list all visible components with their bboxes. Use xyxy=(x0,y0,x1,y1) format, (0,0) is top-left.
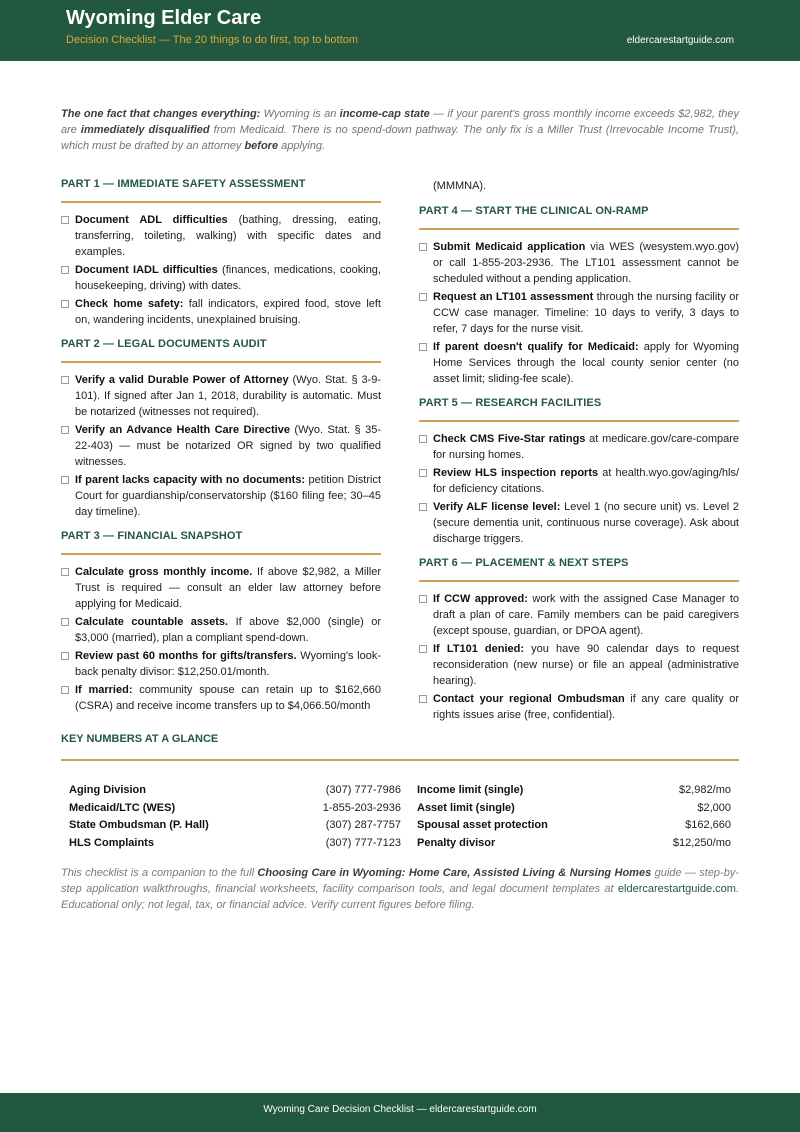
footnote-text: . Educational only; not legal, tax, or financial advice. Verify current figures before filing. xyxy=(61,883,739,911)
item-text: if any care quality or rights issues arise (free, confidential). xyxy=(433,693,739,721)
item-text: (finances, medications, cooking, housekeeping, driving) with dates. xyxy=(75,264,381,292)
table-row xyxy=(69,817,401,835)
checklist-item xyxy=(419,641,739,689)
checkbox-icon[interactable] xyxy=(419,503,427,511)
intro-emphasis: immediately disqualified xyxy=(80,124,210,136)
footnote-text: guide — step-by-step application walkthroughs, financial worksheets, facility comparison tools, and legal document templates at xyxy=(61,867,739,895)
checkbox-icon[interactable] xyxy=(61,686,69,694)
footer-text: Wyoming Care Decision Checklist — eldercarestartguide.com xyxy=(263,1104,537,1115)
continued-text: (MMMNA). xyxy=(433,180,487,192)
figures-table xyxy=(417,782,731,853)
checklist-item xyxy=(419,339,739,387)
checklist-item xyxy=(61,422,381,470)
item-label: If parent doesn't qualify for Medicaid: xyxy=(433,341,639,353)
row-value: 1-855-203-2936 xyxy=(322,801,401,814)
checklist-item xyxy=(61,212,381,260)
checkbox-icon[interactable] xyxy=(419,293,427,301)
checkbox-icon[interactable] xyxy=(419,595,427,603)
footnote xyxy=(61,865,739,913)
checklist-item xyxy=(61,296,381,328)
checkbox-icon[interactable] xyxy=(61,300,69,308)
row-value: $2,000 xyxy=(697,801,731,814)
checklist-item xyxy=(419,289,739,337)
item-text: (Wyo. Stat. § 3-9-101). If signed after Jan 1, 2018, durability is automatic. Must be notarized (witnesses not required). xyxy=(75,374,382,418)
item-label: Submit Medicaid application xyxy=(433,241,586,253)
intro-lead: The one fact that changes everything: xyxy=(61,108,261,120)
header-site-url: eldercarestartguide.com xyxy=(626,35,734,46)
part-2-checklist xyxy=(61,372,381,520)
key-numbers-title: KEY NUMBERS AT A GLANCE xyxy=(61,732,739,761)
checklist-item xyxy=(61,648,381,680)
checkbox-icon[interactable] xyxy=(61,266,69,274)
item-text: If above $2,982, a Miller Trust is required — consult an elder law attorney before applying for Medicaid. xyxy=(75,566,381,610)
intro-callout xyxy=(61,106,739,154)
table-row xyxy=(417,782,731,800)
table-row xyxy=(417,817,731,835)
guide-link[interactable]: eldercarestartguide.com xyxy=(617,883,736,895)
item-text: community spouse can retain up to $162,660 (CSRA) and receive income transfers up to $4,066.50/month xyxy=(75,684,381,712)
item-text: work with the assigned Case Manager to draft a plan of care. Family members can be paid caregivers (except spouse, guardian, or DPOA agent). xyxy=(433,593,739,637)
row-label: HLS Complaints xyxy=(69,837,154,850)
checklist-item xyxy=(419,691,739,723)
checkbox-icon[interactable] xyxy=(61,618,69,626)
checklist-item xyxy=(61,472,381,520)
part-5-checklist xyxy=(419,431,739,547)
intro-text: from Medicaid. There is no spend-down pathway. The only fix is a Miller Trust (Irrevocable Income Trust), which must be drafted by an attorney xyxy=(61,124,739,152)
contacts-table xyxy=(69,782,401,853)
part-1-checklist xyxy=(61,212,381,328)
checkbox-icon[interactable] xyxy=(61,376,69,384)
row-value: $2,982/mo xyxy=(679,784,731,796)
item-label: Calculate gross monthly income. xyxy=(75,566,253,578)
item-text: petition District Court for guardianship/conservatorship ($160 filing fee; 30–45 day timeline). xyxy=(75,474,381,518)
item-text: at health.wyo.gov/aging/hls/ for deficiency citations. xyxy=(433,467,740,495)
part-5-title: PART 5 — RESEARCH FACILITIES xyxy=(419,396,739,422)
row-label: State Ombudsman (P. Hall) xyxy=(69,819,209,832)
part-2-title: PART 2 — LEGAL DOCUMENTS AUDIT xyxy=(61,337,381,363)
footnote-text: This checklist is a companion to the full xyxy=(61,867,258,879)
table-row xyxy=(69,835,401,853)
row-label: Income limit (single) xyxy=(417,784,524,796)
item-label: Verify ALF license level: xyxy=(433,501,561,513)
item-text: via WES (wesystem.wyo.gov) or call 1-855-203-2936. The LT101 assessment cannot be scheduled without a pending application. xyxy=(433,241,739,285)
part-6-title: PART 6 — PLACEMENT & NEXT STEPS xyxy=(419,556,739,582)
checklist-item xyxy=(419,499,739,547)
row-value: (307) 287-7757 xyxy=(325,819,401,832)
part-3-title: PART 3 — FINANCIAL SNAPSHOT xyxy=(61,529,381,555)
row-value: $162,660 xyxy=(685,819,731,832)
checkbox-icon[interactable] xyxy=(61,216,69,224)
checkbox-icon[interactable] xyxy=(61,568,69,576)
intro-emphasis: income-cap state xyxy=(339,108,430,120)
table-row xyxy=(69,800,401,818)
checkbox-icon[interactable] xyxy=(61,476,69,484)
item-text: Level 1 (no secure unit) vs. Level 2 (secure dementia unit, continuous nurse coverage). Ask about discharge triggers. xyxy=(433,501,739,545)
row-label: Spousal asset protection xyxy=(417,819,548,832)
checkbox-icon[interactable] xyxy=(419,243,427,251)
checklist-item xyxy=(419,239,739,287)
checkbox-icon[interactable] xyxy=(419,343,427,351)
checkbox-icon[interactable] xyxy=(61,652,69,660)
part-3-checklist xyxy=(61,564,381,714)
checklist-item xyxy=(419,465,739,497)
checklist-item xyxy=(61,262,381,294)
item-label: Document IADL difficulties xyxy=(75,264,218,276)
item-label: If LT101 denied: xyxy=(433,643,525,655)
item-label: If parent lacks capacity with no documents: xyxy=(75,474,306,486)
item-label: Calculate countable assets. xyxy=(75,616,229,628)
checklist-item xyxy=(419,591,739,639)
row-label: Medicaid/LTC (WES) xyxy=(69,801,176,814)
item-label: If CCW approved: xyxy=(433,593,528,605)
row-label: Aging Division xyxy=(69,784,146,796)
item-label: Review past 60 months for gifts/transfers. xyxy=(75,650,297,662)
checkbox-icon[interactable] xyxy=(419,695,427,703)
item-label: Contact your regional Ombudsman xyxy=(433,693,625,705)
checklist-item xyxy=(419,431,739,463)
table-row xyxy=(69,782,401,800)
item-label: Check home safety: xyxy=(75,298,184,310)
intro-emphasis: before xyxy=(244,140,279,152)
item-text: you have 90 calendar days to request reconsideration (new nurse) or file an appeal (administrative hearing). xyxy=(433,643,739,687)
part-4-checklist xyxy=(419,239,739,387)
row-label: Asset limit (single) xyxy=(417,801,515,814)
intro-text: Wyoming is an xyxy=(260,108,340,120)
checklist-item xyxy=(61,614,381,646)
item-text: at medicare.gov/care-compare for nursing homes. xyxy=(433,433,740,461)
left-column xyxy=(61,177,381,723)
item-text: (bathing, dressing, eating, transferring, toileting, walking) with specific dates and examples. xyxy=(75,214,381,258)
checkbox-icon[interactable] xyxy=(419,469,427,477)
guide-title: Choosing Care in Wyoming: Home Care, Assisted Living & Nursing Homes xyxy=(257,867,652,879)
item-text: fall indicators, expired food, stove left on, wandering incidents, unexplained bruising. xyxy=(75,298,381,326)
page-header xyxy=(0,0,800,61)
item-text: Wyoming's look-back penalty divisor: $12,250.01/month. xyxy=(75,650,381,678)
item-label: Verify a valid Durable Power of Attorney xyxy=(75,374,289,386)
item-text: through the nursing facility or CCW case manager. Timeline: 10 days to verify, 3 days to refer, 7 days for the nurse visit. xyxy=(433,291,739,335)
checkbox-icon[interactable] xyxy=(419,645,427,653)
row-value: $12,250/mo xyxy=(672,837,731,850)
row-value: (307) 777-7986 xyxy=(325,784,401,796)
table-row xyxy=(417,835,731,853)
table-row xyxy=(417,800,731,818)
intro-text: — if your parent's gross monthly income exceeds $2,982, they are xyxy=(61,108,740,136)
row-label: Penalty divisor xyxy=(417,837,496,850)
item-label: Check CMS Five-Star ratings xyxy=(433,433,586,445)
item-label: Request an LT101 assessment xyxy=(433,291,594,303)
page-footer xyxy=(0,1093,800,1132)
item-label: If married: xyxy=(75,684,133,696)
checklist-item xyxy=(61,564,381,612)
item-label: Document ADL difficulties xyxy=(75,214,228,226)
intro-text: applying. xyxy=(278,140,326,152)
item-text: (Wyo. Stat. § 35-22-403) — must be notarized OR signed by two qualified witnesses. xyxy=(75,424,381,468)
checklist-item xyxy=(61,682,381,714)
item-label: Review HLS inspection reports xyxy=(433,467,599,479)
item-text: If above $2,000 (single) or $3,000 (married), plan a compliant spend-down. xyxy=(75,616,382,644)
right-column xyxy=(419,177,739,732)
page-subtitle: Decision Checklist — The 20 things to do first, top to bottom xyxy=(66,34,359,46)
part-1-title: PART 1 — IMMEDIATE SAFETY ASSESSMENT xyxy=(61,177,381,203)
part-6-checklist xyxy=(419,591,739,723)
part-4-title: PART 4 — START THE CLINICAL ON-RAMP xyxy=(419,204,739,230)
row-value: (307) 777-7123 xyxy=(325,837,401,850)
checklist-item xyxy=(61,372,381,420)
checkbox-icon[interactable] xyxy=(419,435,427,443)
checkbox-icon[interactable] xyxy=(61,426,69,434)
item-text: apply for Wyoming Home Services through the local county senior center (no asset limit; sliding-fee scale). xyxy=(433,341,739,385)
item-label: Verify an Advance Health Care Directive xyxy=(75,424,290,436)
page-title: Wyoming Elder Care xyxy=(66,7,262,29)
